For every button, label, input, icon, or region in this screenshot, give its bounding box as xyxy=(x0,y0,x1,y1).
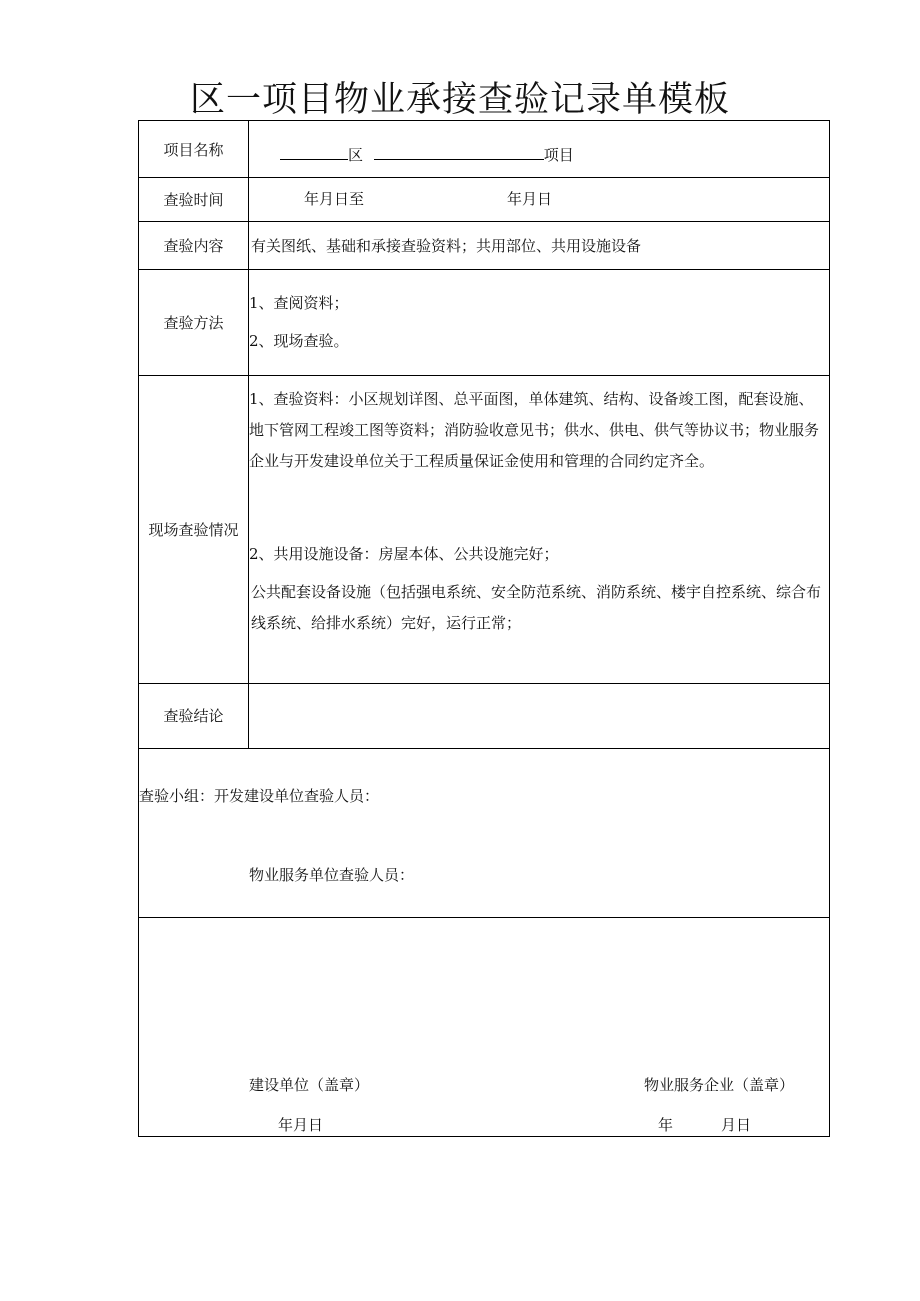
inspection-time-label: 查验时间 xyxy=(163,190,224,209)
project-blank[interactable] xyxy=(374,141,544,160)
inspection-method-item-2: 2、现场查验。 xyxy=(249,332,349,350)
project-name-field[interactable] xyxy=(280,141,574,165)
conclusion-label: 查验结论 xyxy=(163,707,224,725)
row-divider xyxy=(139,748,829,749)
team-developer-inspectors: 查验小组：开发建设单位查验人员： xyxy=(139,787,380,805)
inspection-content-value: 有关图纸、基础和承接查验资料；共用部位、共用设施设备 xyxy=(251,237,642,255)
builder-seal-label: 建设单位（盖章） xyxy=(249,1076,370,1094)
conclusion-value[interactable] xyxy=(251,706,821,726)
inspection-method-label: 查验方法 xyxy=(163,313,224,332)
site-situation-label: 现场查验情况 xyxy=(148,520,239,539)
inspection-time-end[interactable]: 年月日 xyxy=(507,190,553,208)
team-property-inspectors: 物业服务单位查验人员： xyxy=(249,866,415,884)
site-situation-paragraph-2: 2、共用设施设备：房屋本体、公共设施完好； xyxy=(249,545,559,563)
document-title: 区一项目物业承接查验记录单模板 xyxy=(189,80,730,120)
builder-seal-date: 年月日 xyxy=(278,1116,324,1134)
district-suffix: 区 xyxy=(348,146,364,164)
project-suffix: 项目 xyxy=(543,146,574,164)
site-situation-paragraph-3: 公共配套设备设施（包括强电系统、安全防范系统、消防系统、楼宇自控系统、综合布线系统、给排水系统）完好，运行正常； xyxy=(251,583,822,632)
property-seal-date-year: 年 xyxy=(658,1116,674,1134)
property-seal-date-month-day: 月日 xyxy=(721,1116,752,1134)
project-name-label: 项目名称 xyxy=(163,140,224,159)
inspection-content-label: 查验内容 xyxy=(163,236,224,255)
site-situation-paragraph-1: 1、查验资料：小区规划详图、总平面图，单体建筑、结构、设备竣工图，配套设施、地下管网工程竣工图等资料；消防验收意见书；供水、供电、供气等协议书；物业服务企业与开发建设单位关于工程质量保证金使用和管理的合同约定齐全。 xyxy=(249,390,820,470)
inspection-form-table xyxy=(138,120,830,1137)
district-blank[interactable] xyxy=(280,141,348,160)
inspection-method-item-1: 1、查阅资料； xyxy=(249,294,349,312)
property-seal-label: 物业服务企业（盖章） xyxy=(644,1076,795,1094)
row-divider xyxy=(139,917,829,918)
inspection-time-start[interactable]: 年月日至 xyxy=(304,190,365,208)
